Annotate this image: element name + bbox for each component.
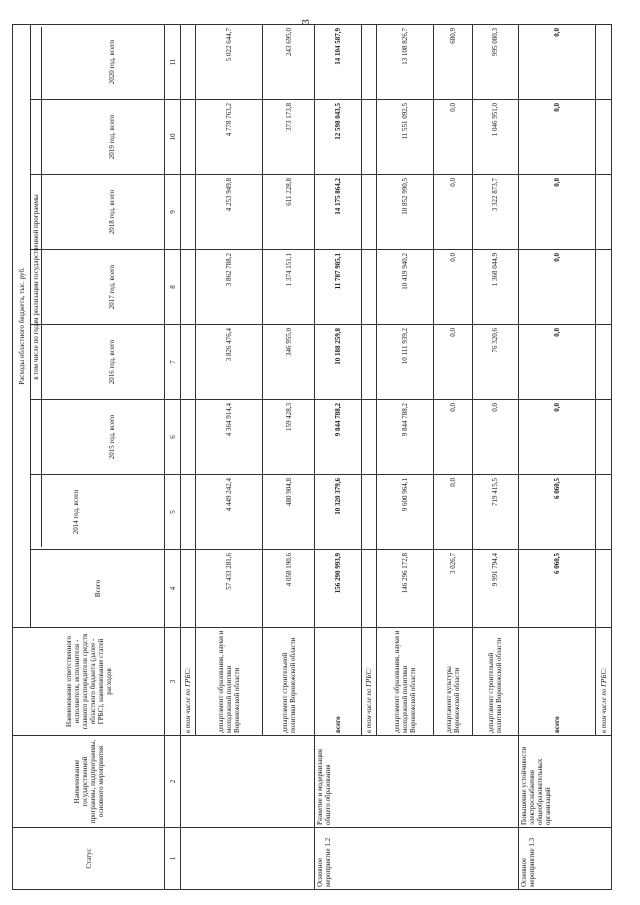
name-cell xyxy=(180,736,314,828)
header-year: 2017 год, всего xyxy=(31,250,165,325)
header-year: 2018 год, всего xyxy=(31,175,165,250)
value-cell: 4 449 242,4 xyxy=(196,475,263,550)
value-cell: 4 364 914,4 xyxy=(196,400,263,475)
column-numbers-row xyxy=(165,24,180,889)
value-cell: 346 955,0 xyxy=(263,325,315,400)
value-cell: 995 080,3 xyxy=(472,24,518,99)
value-cell: 57 433 281,6 xyxy=(196,550,263,628)
status-cell xyxy=(180,828,314,890)
value-cell: 373 173,8 xyxy=(263,100,315,175)
value-cell: 76 320,6 xyxy=(472,325,518,400)
status-cell: Основное мероприятие 1.3 xyxy=(518,828,611,890)
executor-cell: в том числе по ГРБС: xyxy=(180,628,195,736)
value-cell: 0,0 xyxy=(518,250,595,325)
header-year: 2019 год, всего xyxy=(31,100,165,175)
name-cell: Повышение устойчивости электроснабжения общеобразовательных организаций xyxy=(518,736,611,828)
executor-cell: всего xyxy=(518,628,595,736)
value-cell: 0,0 xyxy=(433,475,472,550)
value-cell: 10 419 940,2 xyxy=(376,250,433,325)
col-number: 1 xyxy=(165,828,180,890)
header-total: Всего xyxy=(31,550,165,628)
value-cell: 9 844 788,2 xyxy=(315,400,361,475)
value-cell: 4 253 949,8 xyxy=(196,175,263,250)
value-cell: 1 368 044,9 xyxy=(472,250,518,325)
col-number: 7 xyxy=(165,325,180,400)
value-cell: 146 296 172,8 xyxy=(376,550,433,628)
value-cell: 3 026,7 xyxy=(433,550,472,628)
value-cell: 3 826 476,4 xyxy=(196,325,263,400)
col-number: 10 xyxy=(165,100,180,175)
header-year-label: 2014 год, всего xyxy=(72,489,81,535)
value-cell: 13 108 826,7 xyxy=(376,24,433,99)
value-cell: 14 104 587,9 xyxy=(315,24,361,99)
status-cell: Основное мероприятие 1.2 xyxy=(315,828,519,890)
value-cell: 680,9 xyxy=(433,24,472,99)
header-year: 2016 год, всего xyxy=(31,325,165,400)
value-cell: 5 022 644,7 xyxy=(196,24,263,99)
table-row xyxy=(518,24,595,889)
value-cell: 3 322 873,7 xyxy=(472,175,518,250)
col-number: 4 xyxy=(165,550,180,628)
value-cell: 3 862 788,2 xyxy=(196,250,263,325)
value-cell: 0,0 xyxy=(518,175,595,250)
col-number: 2 xyxy=(165,736,180,828)
table-header-row xyxy=(13,24,31,889)
value-cell: 0,0 xyxy=(518,325,595,400)
value-cell: 0,0 xyxy=(433,250,472,325)
value-cell: 0,0 xyxy=(433,325,472,400)
value-cell: 156 290 993,9 xyxy=(315,550,361,628)
value-cell: 9 844 788,2 xyxy=(376,400,433,475)
executor-cell: в том числе по ГРБС: xyxy=(596,628,612,736)
value-cell: 9 600 964,1 xyxy=(376,475,433,550)
value-cell: 0,0 xyxy=(518,100,595,175)
value-cell: 10 111 939,2 xyxy=(376,325,433,400)
value-cell: 1 374 151,1 xyxy=(263,250,315,325)
col-number: 3 xyxy=(165,628,180,736)
value-cell: 10 320 379,6 xyxy=(315,475,361,550)
value-cell: 6 060,5 xyxy=(518,550,595,628)
value-cell: 0,0 xyxy=(433,400,472,475)
executor-cell: департамент образования, науки и молодежной политики Воронежской области xyxy=(376,628,433,736)
value-cell: 4 058 190,6 xyxy=(263,550,315,628)
value-cell: 12 598 043,5 xyxy=(315,100,361,175)
executor-cell: всего xyxy=(315,628,361,736)
value-cell: 0,0 xyxy=(433,100,472,175)
header-by-years: в том числе по годам реализации государственной программы xyxy=(32,27,42,547)
value-cell: 243 695,0 xyxy=(263,24,315,99)
value-cell: 9 991 794,4 xyxy=(472,550,518,628)
table-row xyxy=(180,24,195,889)
value-cell: 159 428,3 xyxy=(263,400,315,475)
executor-cell: департамент строительной политики Воронежской области xyxy=(472,628,518,736)
header-year: 2015 год, всего xyxy=(31,400,165,475)
value-cell: 0,0 xyxy=(518,400,595,475)
budget-table xyxy=(12,24,612,890)
value-cell: 0,0 xyxy=(518,24,595,99)
col-number: 6 xyxy=(165,400,180,475)
value-cell: 4 778 763,2 xyxy=(196,100,263,175)
header-expenses-title: Расходы областного бюджета, тыс. руб. xyxy=(13,24,31,627)
value-cell: 0,0 xyxy=(472,400,518,475)
name-cell: Развитие и модернизация общего образования xyxy=(315,736,519,828)
header-status: Статус xyxy=(13,828,165,890)
value-cell: 11 551 092,5 xyxy=(376,100,433,175)
value-cell: 14 175 864,2 xyxy=(315,175,361,250)
value-cell: 10 852 990,5 xyxy=(376,175,433,250)
col-number: 8 xyxy=(165,250,180,325)
col-number: 9 xyxy=(165,175,180,250)
table-row xyxy=(315,24,361,889)
col-number: 5 xyxy=(165,475,180,550)
header-executor: Наименование ответственного исполнителя, исполнителя - главного распорядителя средств областного бюджета (далее - ГРБС), наименование статей расходов xyxy=(13,628,165,736)
executor-cell: департамент культуры Воронежской области xyxy=(433,628,472,736)
value-cell: 1 046 951,0 xyxy=(472,100,518,175)
value-cell: 611 228,8 xyxy=(263,175,315,250)
value-cell: 6 060,5 xyxy=(518,475,595,550)
value-cell: 0,0 xyxy=(433,175,472,250)
executor-cell: департамент образования, науки и молодежной политики Воронежской области xyxy=(196,628,263,736)
executor-cell: в том числе по ГРБС: xyxy=(361,628,376,736)
value-cell: 719 415,5 xyxy=(472,475,518,550)
executor-cell: департамент строительной политики Воронежской области xyxy=(263,628,315,736)
value-cell: 11 787 985,1 xyxy=(315,250,361,325)
page-number: 3 xyxy=(300,19,312,25)
col-number: 11 xyxy=(165,24,180,99)
header-year: 2020 год, всего xyxy=(31,24,165,99)
header-name: Наименование государственной программы, подпрограммы, основного мероприятия xyxy=(13,736,165,828)
value-cell: 480 904,8 xyxy=(263,475,315,550)
value-cell: 10 188 259,8 xyxy=(315,325,361,400)
